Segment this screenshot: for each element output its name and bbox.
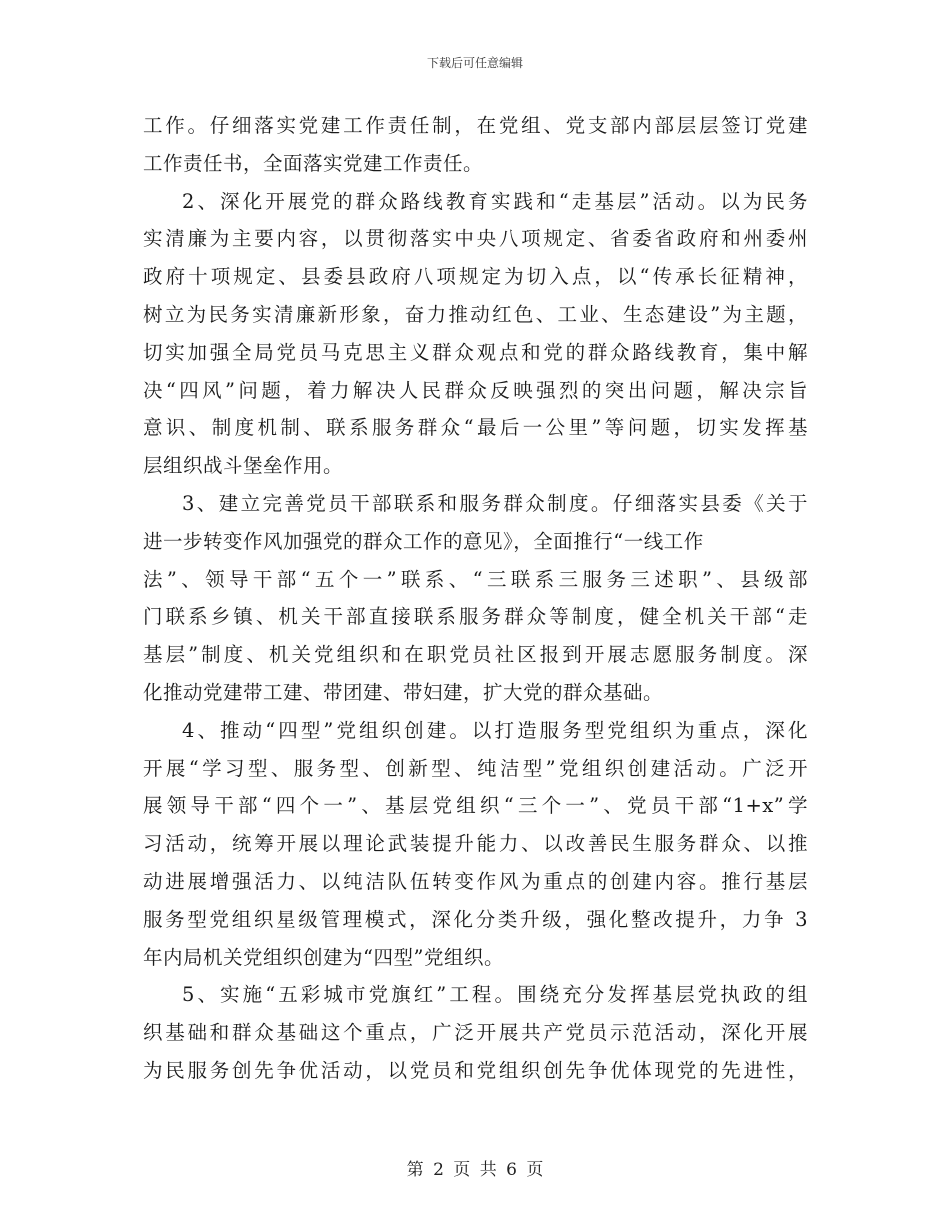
text-line: 树立为民务实清廉新形象，奋力推动红色、工业、生态建设”为主题， (143, 302, 808, 326)
text-line: 门联系乡镇、机关干部直接联系服务群众等制度，健全机关干部“走 (143, 605, 808, 629)
text-line: 开展“学习型、服务型、创新型、纯洁型”党组织创建活动。广泛开 (143, 756, 808, 780)
text-line: 化推动党建带工建、带团建、带妇建，扩大党的群众基础。 (143, 680, 664, 704)
text-line: 层组织战斗堡垒作用。 (143, 454, 344, 478)
text-line: 年内局机关党组织创建为“四型”党组织。 (143, 945, 504, 969)
page-header: 下载后可任意编辑 (426, 56, 523, 70)
text-line: 3、建立完善党员干部联系和服务群众制度。仔细落实县委《关于 (182, 491, 808, 515)
text-line: 实清廉为主要内容，以贯彻落实中央八项规定、省委省政府和州委州 (143, 227, 808, 251)
text-line: 2、深化开展党的群众路线教育实践和“走基层”活动。以为民务 (182, 189, 808, 213)
text-line: 基层”制度、机关党组织和在职党员社区报到开展志愿服务制度。深 (143, 643, 808, 667)
text-line: 政府十项规定、县委县政府八项规定为切入点，以“传承长征精神， (143, 265, 808, 289)
text-line: 为民服务创先争优活动，以党员和党组织创先争优体现党的先进性， (143, 1058, 808, 1082)
page-number: 第 2 页 共 6 页 (406, 1160, 544, 1180)
text-line: 意识、制度机制、联系服务群众“最后一公里”等问题，切实发挥基 (143, 416, 808, 440)
text-line: 工作。仔细落实党建工作责任制，在党组、党支部内部层层签订党建 (143, 114, 808, 137)
text-line: 习活动，统筹开展以理论武装提升能力、以改善民生服务群众、以推 (143, 832, 808, 856)
text-line: 切实加强全局党员马克思主义群众观点和党的群众路线教育，集中解 (143, 340, 808, 364)
text-line: 工作责任书，全面落实党建工作责任。 (143, 151, 484, 175)
text-line: 动进展增强活力、以纯洁队伍转变作风为重点的创建内容。推行基层 (143, 869, 808, 893)
text-line: 决“四风”问题，着力解决人民群众反映强烈的突出问题，解决宗旨 (143, 378, 808, 402)
text-line: 织基础和群众基础这个重点，广泛开展共产党员示范活动，深化开展 (143, 1021, 808, 1045)
text-line: 展领导干部“四个一”、基层党组织“三个一”、党员干部“1+x”学 (143, 794, 808, 818)
text-line: 4、推动“四型”党组织创建。以打造服务型党组织为重点，深化 (182, 718, 808, 742)
document-body (143, 107, 808, 1090)
text-line: 法”、领导干部“五个一”联系、“三联系三服务三述职”、县级部 (143, 567, 808, 591)
text-line: 进一步转变作风加强党的群众工作的意见》，全面推行“一线工作 (143, 529, 704, 553)
text-line: 5、实施“五彩城市党旗红”工程。围绕充分发挥基层党执政的组 (182, 983, 808, 1007)
text-line: 服务型党组织星级管理模式，深化分类升级，强化整改提升，力争 3 (143, 907, 808, 931)
